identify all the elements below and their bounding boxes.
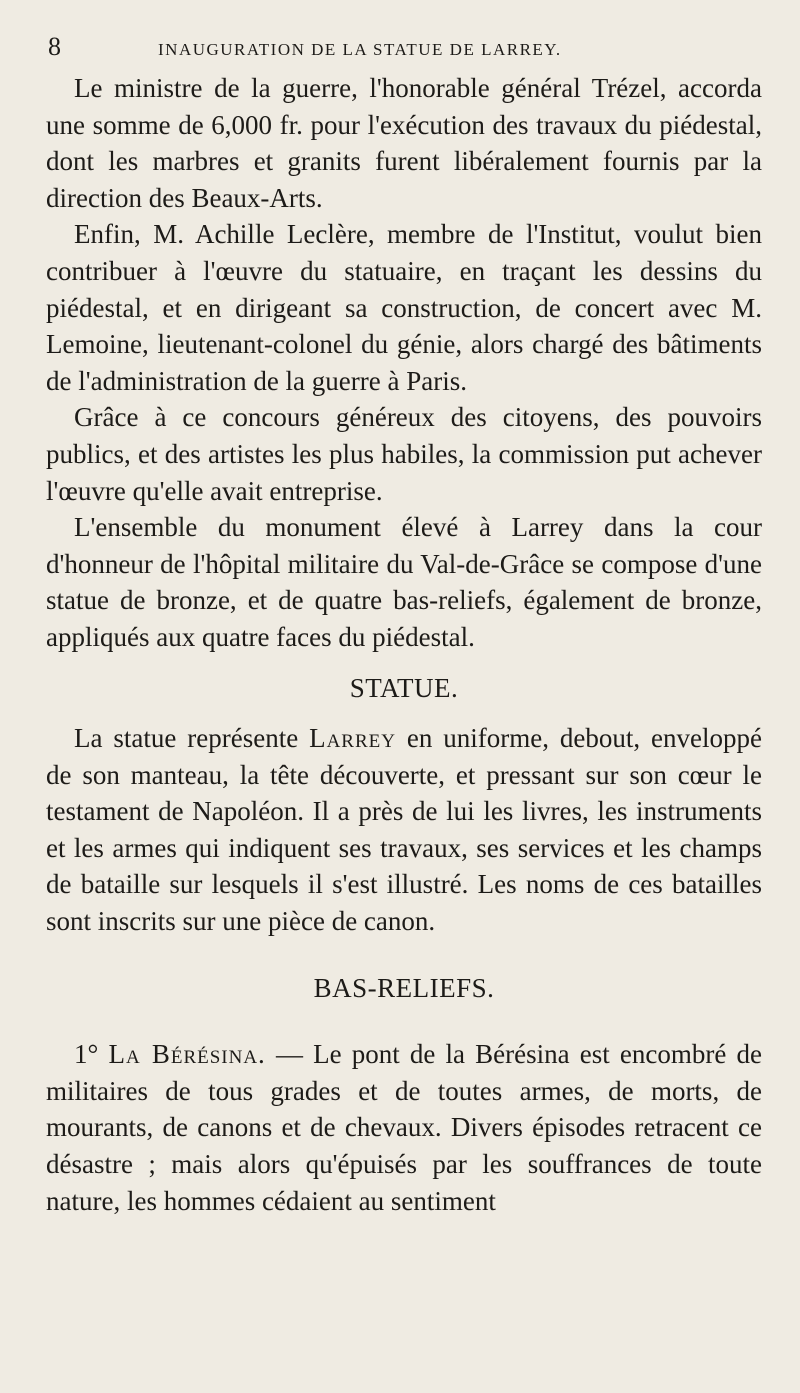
statue-text: en uniforme, debout, enveloppé de son manteau, la tête découverte, et pressant sur son cœur le testament de Napoléon. Il a près de lui les livres, les instruments et les armes qui indiquent ses travaux, ses services et les champs de bataille sur lesquels il s'est illustré. Les noms de ces batailles sont inscrits sur une pièce de canon. bbox=[46, 723, 762, 937]
item-title: La Bérésina. bbox=[108, 1039, 266, 1070]
paragraph: Grâce à ce concours généreux des citoyens, des pouvoirs publics, et des artistes les plus habiles, la commission put achever l'œuvre qu'elle avait entreprise. bbox=[46, 402, 762, 506]
section-heading-bas-reliefs: BAS-RELIEFS. bbox=[313, 972, 495, 1003]
running-title: INAUGURATION DE LA STATUE DE LARREY. bbox=[158, 40, 562, 59]
paragraph: L'ensemble du monument élevé à Larrey dans la cour d'honneur de l'hôpital militaire du Val-de-Grâce se compose d'une statue de bronze, et de quatre bas-reliefs, également de bronze, appliqués aux quatre faces du piédestal. bbox=[46, 512, 762, 652]
beresina-text: — Le pont de la Bérésina est encombré de militaires de tous grades et de toutes armes, de morts, de mourants, de canons et de chevaux. Divers épisodes retracent ce désastre ; mais alors qu'épuisés par les souffrances de toute nature, les hommes cédaient au sentiment bbox=[46, 1039, 762, 1216]
person-name: Larrey bbox=[309, 723, 396, 754]
running-header bbox=[46, 26, 762, 70]
paragraph: Enfin, M. Achille Leclère, membre de l'Institut, voulut bien contribuer à l'œuvre du statuaire, en traçant les dessins du piédestal, et en dirigeant sa construction, de concert avec M. Lemoine, lieutenant-colonel du génie, alors chargé des bâtiments de l'administration de la guerre à Paris. bbox=[46, 219, 762, 396]
section-heading-statue: STATUE. bbox=[349, 672, 459, 703]
body-text bbox=[46, 70, 762, 1219]
statue-intro: La statue représente bbox=[74, 723, 299, 754]
page-number: 8 bbox=[48, 32, 61, 61]
paragraph-statue bbox=[46, 720, 762, 940]
item-number: 1° bbox=[74, 1039, 99, 1070]
paragraph-beresina bbox=[46, 1036, 762, 1219]
paragraph: Le ministre de la guerre, l'honorable général Trézel, accorda une somme de 6,000 fr. pour l'exécution des travaux du piédestal, dont les marbres et granits furent libéralement fournis par la direction des Beaux-Arts. bbox=[46, 73, 762, 213]
